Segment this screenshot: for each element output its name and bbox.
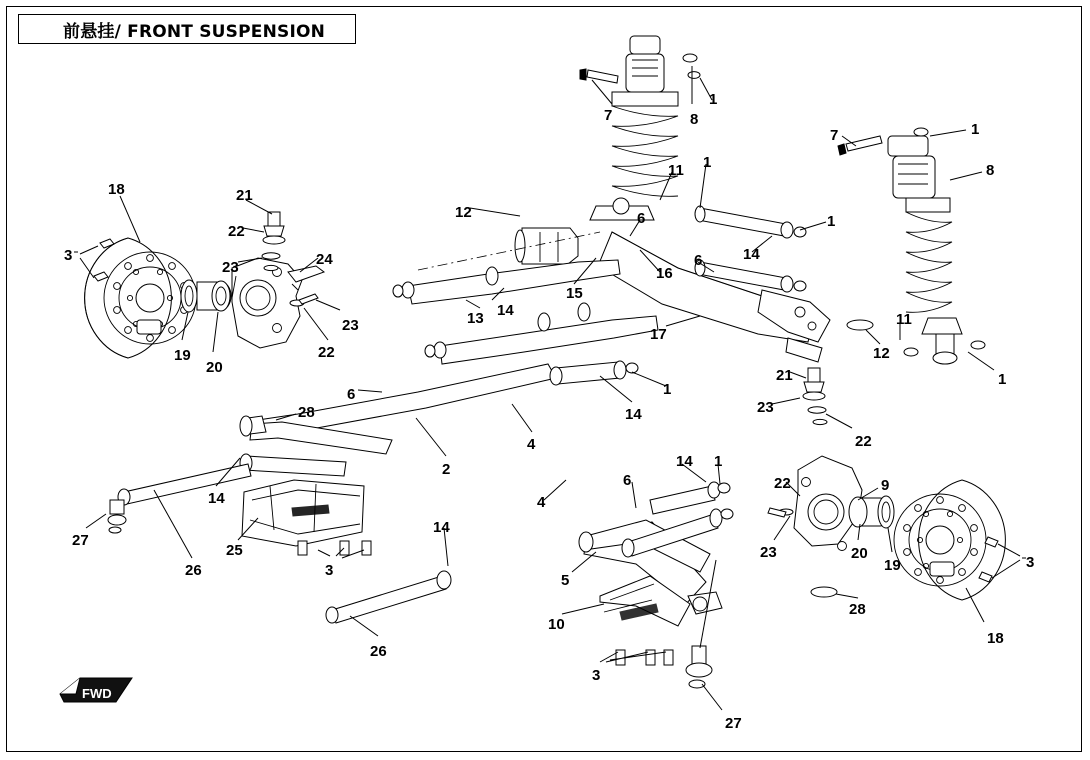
callout-6: 6: [623, 472, 632, 489]
callout-21: 21: [776, 367, 793, 384]
brake-disc-left: [85, 238, 196, 358]
callout-16: 16: [656, 265, 673, 282]
callout-1: 1: [971, 121, 980, 138]
callout-8: 8: [690, 111, 699, 128]
steering-knuckle-left: [232, 258, 324, 348]
callout-14: 14: [433, 519, 450, 536]
callout-14: 14: [208, 490, 225, 507]
callout-23: 23: [760, 544, 777, 561]
callout-15: 15: [566, 285, 583, 302]
fwd-label: FWD: [82, 686, 112, 701]
title-box: [18, 14, 356, 44]
callout-27: 27: [725, 715, 742, 732]
callout-3: 3: [64, 247, 73, 264]
callout-1: 1: [663, 381, 672, 398]
callout-1: 1: [714, 453, 723, 470]
callout-23: 23: [342, 317, 359, 334]
fastener-right-knuckle: [768, 508, 793, 517]
callout-12: 12: [873, 345, 890, 362]
callout-26: 26: [370, 643, 387, 660]
callout-22: 22: [774, 475, 791, 492]
callout-28: 28: [849, 601, 866, 618]
tie-rod-left-lower: [326, 571, 451, 623]
leader-lines: [74, 66, 1026, 710]
callout-26: 26: [185, 562, 202, 579]
callout-4: 4: [537, 494, 546, 511]
a-arm-guard-left: [242, 480, 364, 546]
callout-19: 19: [884, 557, 901, 574]
callout-11: 11: [896, 311, 912, 328]
callout-23: 23: [222, 259, 239, 276]
callout-5: 5: [561, 572, 570, 589]
callout-27: 27: [72, 532, 89, 549]
callout-7: 7: [830, 127, 839, 144]
callout-13: 13: [467, 310, 484, 327]
callout-6: 6: [694, 252, 703, 269]
callout-22: 22: [318, 344, 335, 361]
callout-14: 14: [625, 406, 642, 423]
callout-10: 10: [548, 616, 565, 633]
callout-8: 8: [986, 162, 995, 179]
callout-14: 14: [743, 246, 760, 263]
hub-left: [181, 280, 231, 312]
callout-3: 3: [592, 667, 601, 684]
shock-absorber-center: [590, 36, 678, 220]
callout-22: 22: [855, 433, 872, 450]
callout-6: 6: [637, 210, 646, 227]
callout-18: 18: [987, 630, 1004, 647]
callout-3: 3: [1026, 554, 1035, 571]
brake-disc-right: [894, 480, 1005, 600]
callout-20: 20: [206, 359, 223, 376]
page-title: 前悬挂/ FRONT SUSPENSION: [63, 21, 326, 42]
shock-absorber-right: [847, 136, 962, 364]
callout-1: 1: [998, 371, 1007, 388]
callout-14: 14: [497, 302, 514, 319]
callout-17: 17: [650, 326, 667, 343]
callout-19: 19: [174, 347, 191, 364]
callout-12: 12: [455, 204, 472, 221]
callout-1: 1: [709, 91, 718, 108]
callout-22: 22: [228, 223, 245, 240]
callout-23: 23: [757, 399, 774, 416]
callout-28: 28: [298, 404, 315, 421]
callout-4: 4: [527, 436, 536, 453]
callout-21: 21: [236, 187, 253, 204]
callout-3: 3: [325, 562, 334, 579]
callout-18: 18: [108, 181, 125, 198]
callout-14: 14: [676, 453, 693, 470]
callout-20: 20: [851, 545, 868, 562]
callout-25: 25: [226, 542, 243, 559]
lower-ball-joint-right: [686, 646, 712, 688]
callout-6: 6: [347, 386, 356, 403]
ball-joint-right-top: [803, 368, 827, 425]
tie-rod-left: [108, 464, 251, 533]
callout-11: 11: [668, 162, 684, 179]
callout-24: 24: [316, 251, 333, 268]
shock-bolt-center-top: [580, 69, 618, 83]
callout-9: 9: [881, 477, 890, 494]
callout-2: 2: [442, 461, 451, 478]
callout-7: 7: [604, 107, 613, 124]
callout-1: 1: [827, 213, 836, 230]
callout-1: 1: [703, 154, 712, 171]
